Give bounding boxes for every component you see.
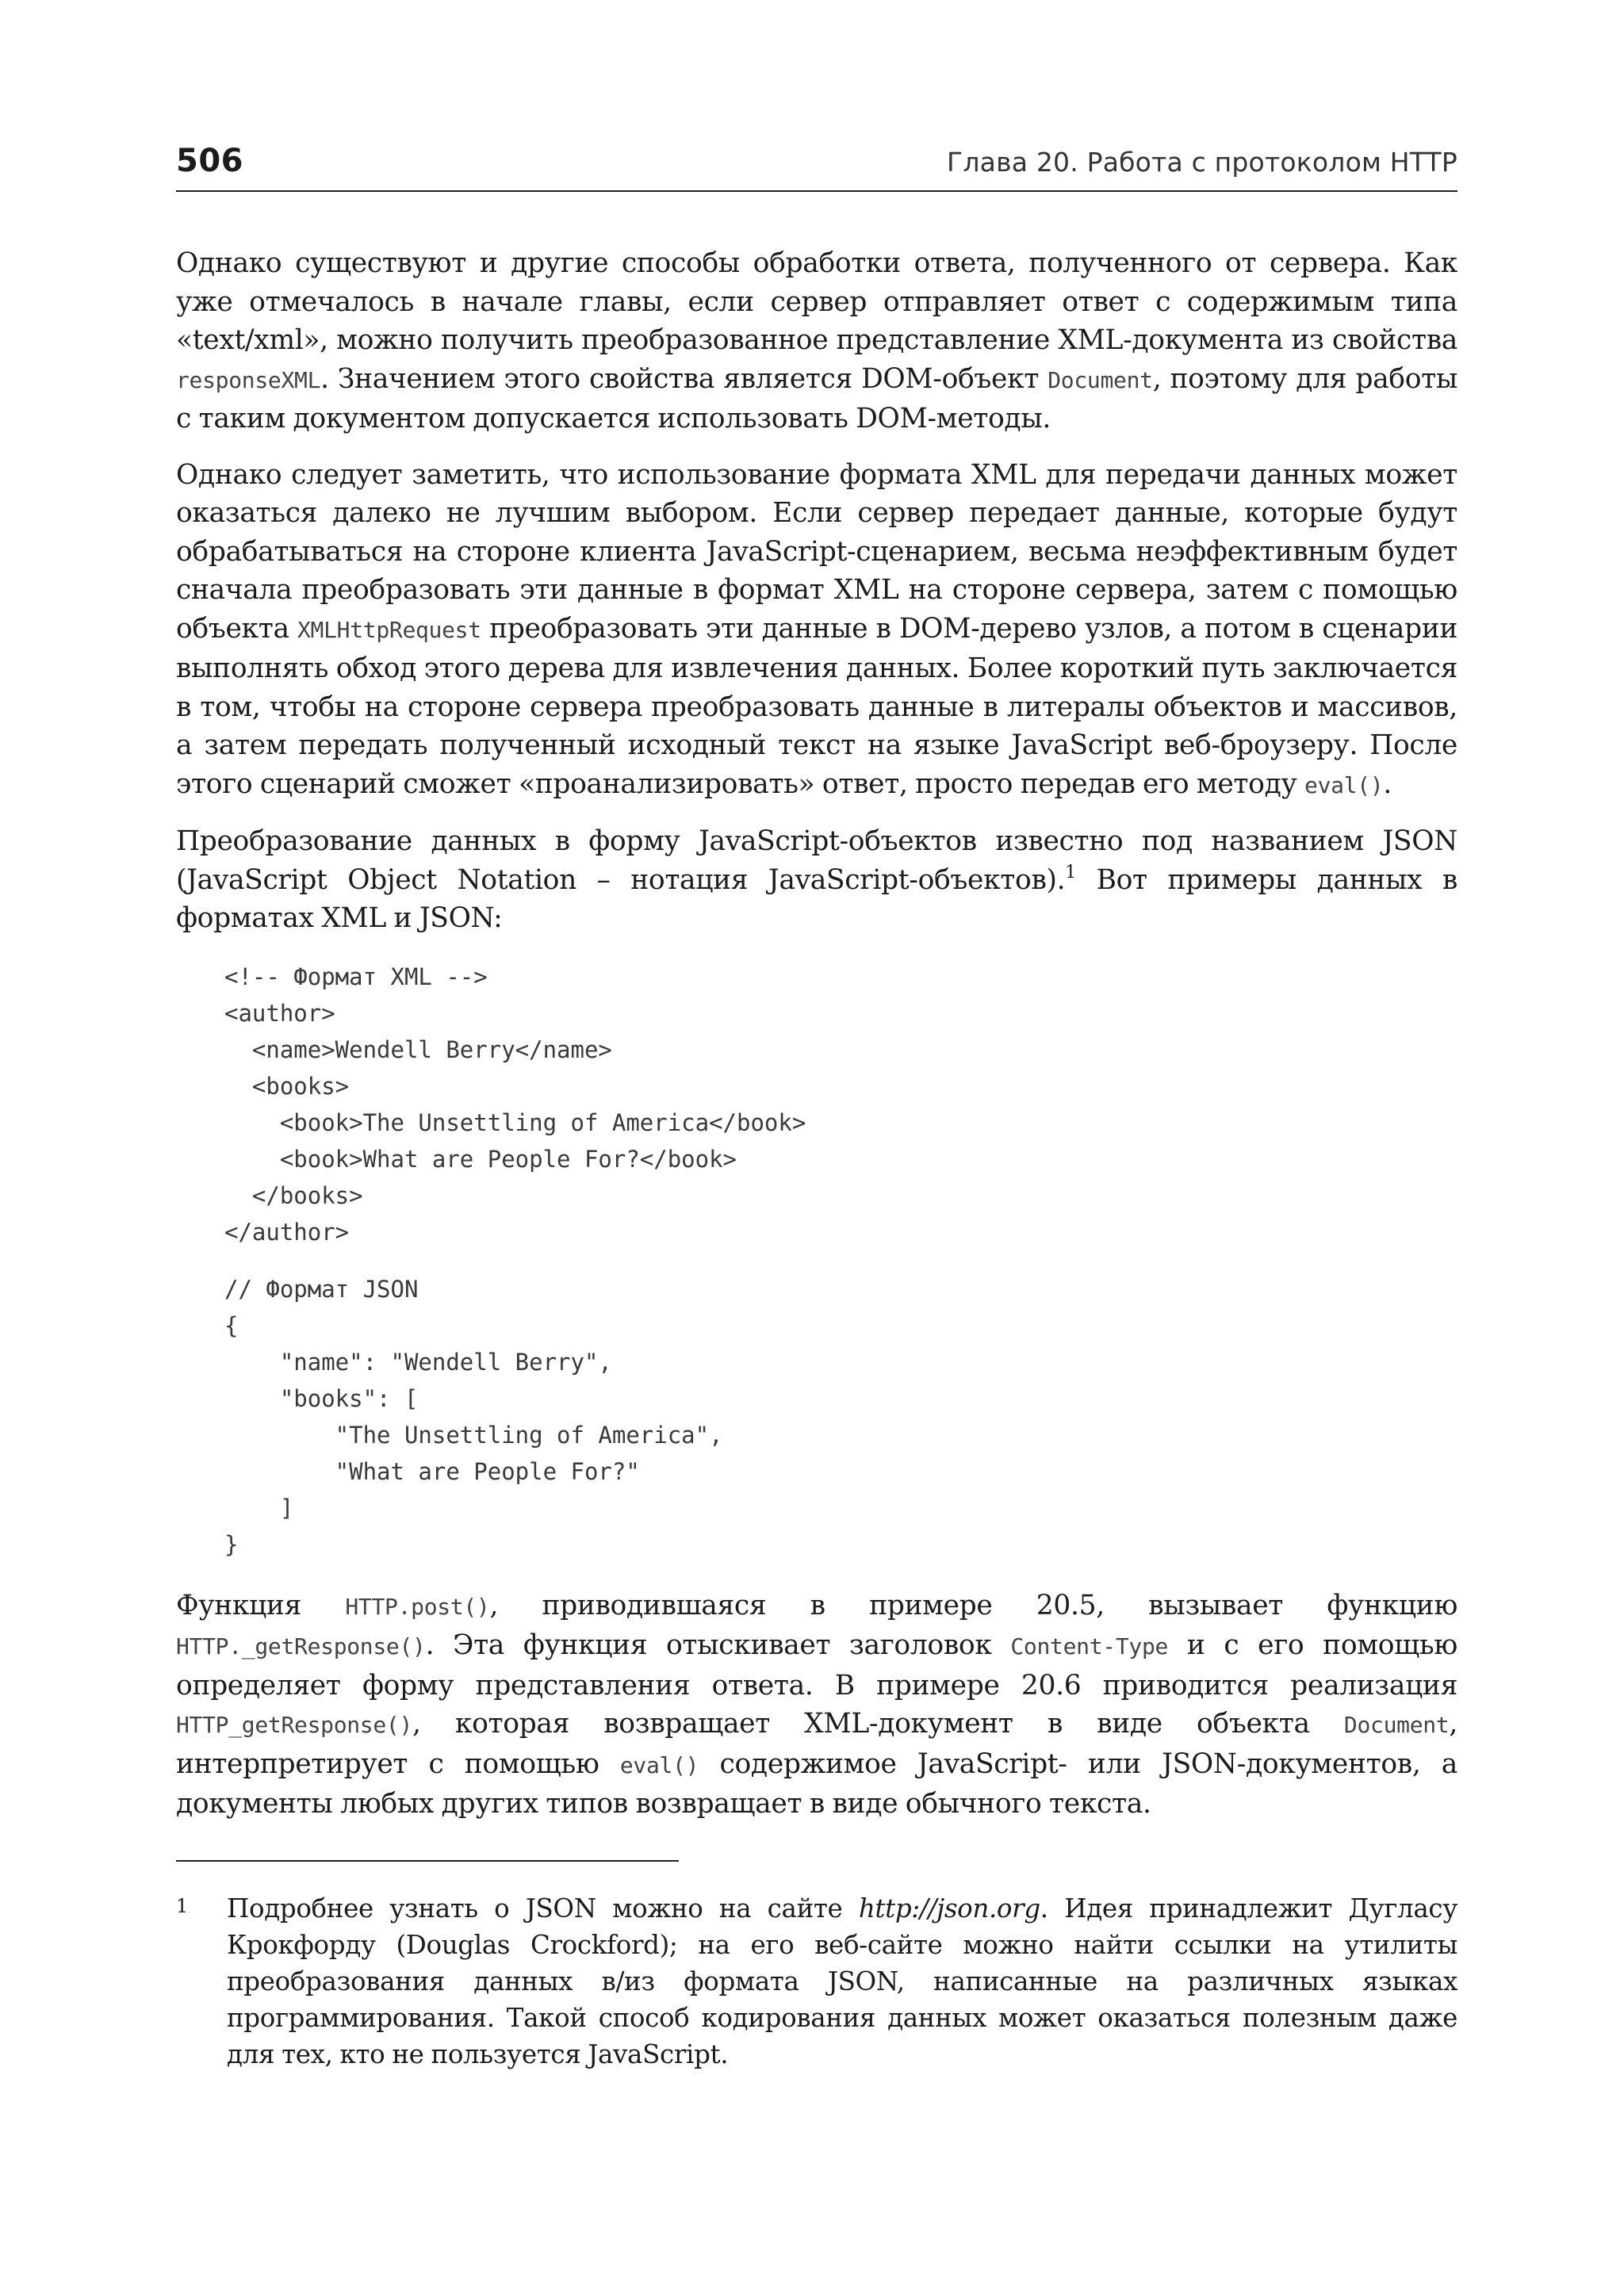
text-span: Однако существуют и другие способы обработки ответа, полученного от сервера. Как уже отмечалось в начале главы, если сервер отправляет ответ с содержимым типа «text/xml», можно получить преобразованное представление XML-документа из свойства xyxy=(176,247,1457,356)
paragraph-3 xyxy=(176,822,1457,938)
text-span: Подробнее узнать о JSON можно на сайте xyxy=(227,1893,859,1924)
text-span: и с его помощью определяет форму представления ответа. В примере 20.6 приводится реализация xyxy=(176,1629,1457,1702)
inline-code: Document xyxy=(1048,366,1153,393)
code-block-json: // Формат JSON { "name": "Wendell Berry", "books": [ "The Unsettling of America", "What are People For?" ] } xyxy=(224,1275,723,1558)
text-span: Преобразование данных в форму JavaScript-объектов известно под названием JSON (JavaScript Object Notation – нотация JavaScript-объектов). xyxy=(176,825,1457,896)
footnote-reference: 1 xyxy=(1065,862,1076,882)
text-span: , приводившаяся в примере 20.5, вызывает функцию xyxy=(489,1589,1457,1621)
text-span: . Значением этого свойства является DOM-объект xyxy=(320,362,1048,395)
inline-code: eval() xyxy=(1304,771,1384,798)
footnote-text xyxy=(227,1890,1457,2073)
text-span: . xyxy=(1383,768,1392,800)
page-header xyxy=(176,143,1457,192)
text-span: Функция xyxy=(176,1589,346,1621)
text-span: Вот примеры данных в форматах XML и JSON: xyxy=(176,863,1458,934)
inline-code: Content-Type xyxy=(1010,1633,1169,1659)
main-text xyxy=(176,244,1457,1824)
inline-code: responseXML xyxy=(176,366,321,393)
inline-code: Document xyxy=(1343,1712,1450,1738)
text-span: . Идея принадлежит Дугласу Крокфорду (Douglas Crockford); на его веб-сайте можно найти ссылки на утилиты преобразования данных в/из формата JSON, написанные на различных языках программирования. Такой способ кодирования данных может оказаться полезным даже для тех, кто не пользуется JavaScript. xyxy=(227,1893,1457,2069)
text-span: Однако следует заметить, что использование формата XML для передачи данных может оказаться далеко не лучшим выбором. Если сервер передает данные, которые будут обрабатываться на стороне клиента JavaScript-сценарием, весьма неэффективным будет сначала преобразовать эти данные в формат XML на стороне сервера, затем с помощью объекта xyxy=(176,458,1457,645)
inline-code: HTTP_getResponse() xyxy=(176,1712,413,1738)
footnote xyxy=(176,1890,1457,2073)
paragraph-4 xyxy=(176,1587,1457,1824)
text-span: содержимое JavaScript- или JSON-документов, а документы любых других типов возвращает в виде обычного текста. xyxy=(176,1748,1457,1820)
text-span: . Эта функция отыскивает заголовок xyxy=(425,1629,1011,1661)
inline-code: eval() xyxy=(619,1751,699,1778)
inline-code: HTTP._getResponse() xyxy=(176,1633,426,1659)
book-page xyxy=(176,143,1457,2073)
paragraph-2 xyxy=(176,456,1457,806)
footnote-link[interactable]: http://json.org xyxy=(858,1893,1040,1924)
text-span: преобразовать эти данные в DOM-дерево узлов, а потом в сценарии выполнять обход этого дерева для извлечения данных. Более короткий путь заключается в том, чтобы на стороне сервера преобразовать данные в литералы объектов и массивов, а затем передать полученный исходный текст на языке JavaScript веб-броузеру. После этого сценарий сможет «проанализировать» ответ, просто передав его методу xyxy=(176,612,1457,800)
running-title: Глава 20. Работа с протоколом HTTP xyxy=(947,147,1457,178)
code-block-xml: <!-- Формат XML --> <author> <name>Wendell Berry</name> <books> <book>The Unsettling of America</book> <book>What are People For?</book> </books> </author> xyxy=(224,963,806,1246)
paragraph-1 xyxy=(176,244,1457,438)
footnote-number: 1 xyxy=(176,1894,189,1917)
footnote-divider xyxy=(176,1860,679,1862)
page-number: 506 xyxy=(176,143,243,179)
inline-code: HTTP.post() xyxy=(345,1593,490,1620)
inline-code: XMLHttpRequest xyxy=(297,616,481,643)
text-span: , поэтому для работы с таким документом допускается использовать DOM-методы. xyxy=(176,362,1457,434)
text-span: , интерпретирует с помощью xyxy=(176,1708,1457,1780)
text-span: , которая возвращает XML-документ в виде объекта xyxy=(412,1708,1344,1740)
